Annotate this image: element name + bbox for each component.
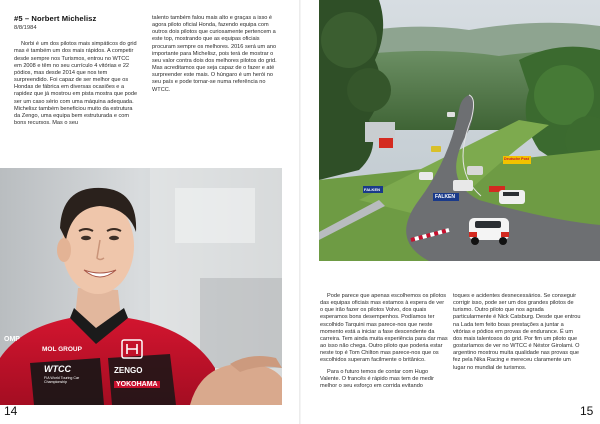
- paragraph: Para o futuro temos de contar com Hugo Valente. O francês é rápido mas tem de medir melhor o seu esforço em corrida evitando: [320, 368, 434, 389]
- birth-date: 8/8/1984: [14, 25, 37, 32]
- right-page: [300, 0, 600, 424]
- suit-logo-wtcc: WTCC: [44, 364, 71, 374]
- track-sign-falken-1: FALKEN: [364, 187, 380, 192]
- suit-logo-zengo: ZENGO: [114, 366, 143, 375]
- left-text-column-2: [152, 15, 280, 98]
- suit-logo-yokohama: YOKOHAMA: [116, 381, 158, 388]
- article-heading: #5 – Norbert Michelisz: [14, 14, 97, 23]
- paragraph: Norbi é um dos pilotos mais simpáticos do grid mas é também um dos mais rápidos. A competir desde sempre nos Turismos, entrou no WTCC em 2008 e têm no seu currículo 4 vitórias e 22 pódios, mas desde 2014 que nos tem surpreendido. Foi capaz de ser melhor que os Hondas de fábrica em diversas ocasiões e a rapidez que já mostrou em pista mostra que pode ser um caso sério com uma máquina adequada. Michelisz também beneficiou muito da estrutura da Zengo, uma equipa bem estruturada e com bons recursos. Mas o seu: [14, 41, 138, 127]
- left-text-column-1: [14, 15, 138, 131]
- track-photo: [319, 0, 600, 261]
- page-number-right: 15: [580, 404, 594, 418]
- suit-logo-omp: OMP: [4, 336, 20, 343]
- track-sign-falken-2: FALKEN: [435, 194, 455, 200]
- paragraph: talento também falou mais alto e graças a isso é agora piloto oficial Honda, fazendo equipa com outros dois pilotos que curiosamente pertencem a este top, mostrando que as equipas oficiais procuram sempre os melhores. 2016 será um ano importante para Michelisz, pois terá de mostrar o seu valor contra dois dos melhores pilotos do grid. Mas acreditamos que seja capaz de o fazer e até surpreender este mais. O húngaro é um herói no seu país e pode tornar-se numa referência no WTCC.: [152, 15, 277, 93]
- suit-logo-mol: MOL GROUP: [42, 346, 82, 353]
- track-sign-deutsche-post: Deutsche Post: [504, 157, 529, 161]
- driver-photo: [0, 168, 282, 405]
- paragraph: toques e acidentes desnecessários. Se conseguir corrigir isso, pode ser um dos grandes pilotos de turismo. Outro piloto que nos agrada particularmente é Nick Catsburg. Desde que entrou na Lada tem feito boas prestações a juntar a vitórias e pódios em provas de endurance. É um dos mais talentosos do grid. Por fim um piloto que gostaríamos de ver no WTCC é Néstor Girolami. O argentino mostrou muita qualidade nas provas que fez pela Nika Racing e mereceu claramente um lugar no mundial de turismos.: [453, 293, 581, 371]
- suit-logo-fia: FIA World Touring Car Championship: [44, 376, 80, 385]
- paragraph: Pode parece que apenas escolhemos os pilotos das equipas oficiais mas estamos à espera de ver o que irão fazer os pilotos Volvo, dos quais esperamos bons desempenhos. Podíamos ter escolhido Tarquini mas parece-nos que neste momento está a iniciar a fase descendente da carreira. Tem ainda muita experiência para dar mas ao isso não chega. Outro piloto que poderia estar neste top é Tom Chilton mas parece-nos que os escolhidos superam facilmente o britânico.: [320, 293, 448, 364]
- page-number-left: 14: [4, 404, 18, 418]
- right-text-column-1: [320, 293, 448, 394]
- right-text-column-2: [453, 293, 582, 376]
